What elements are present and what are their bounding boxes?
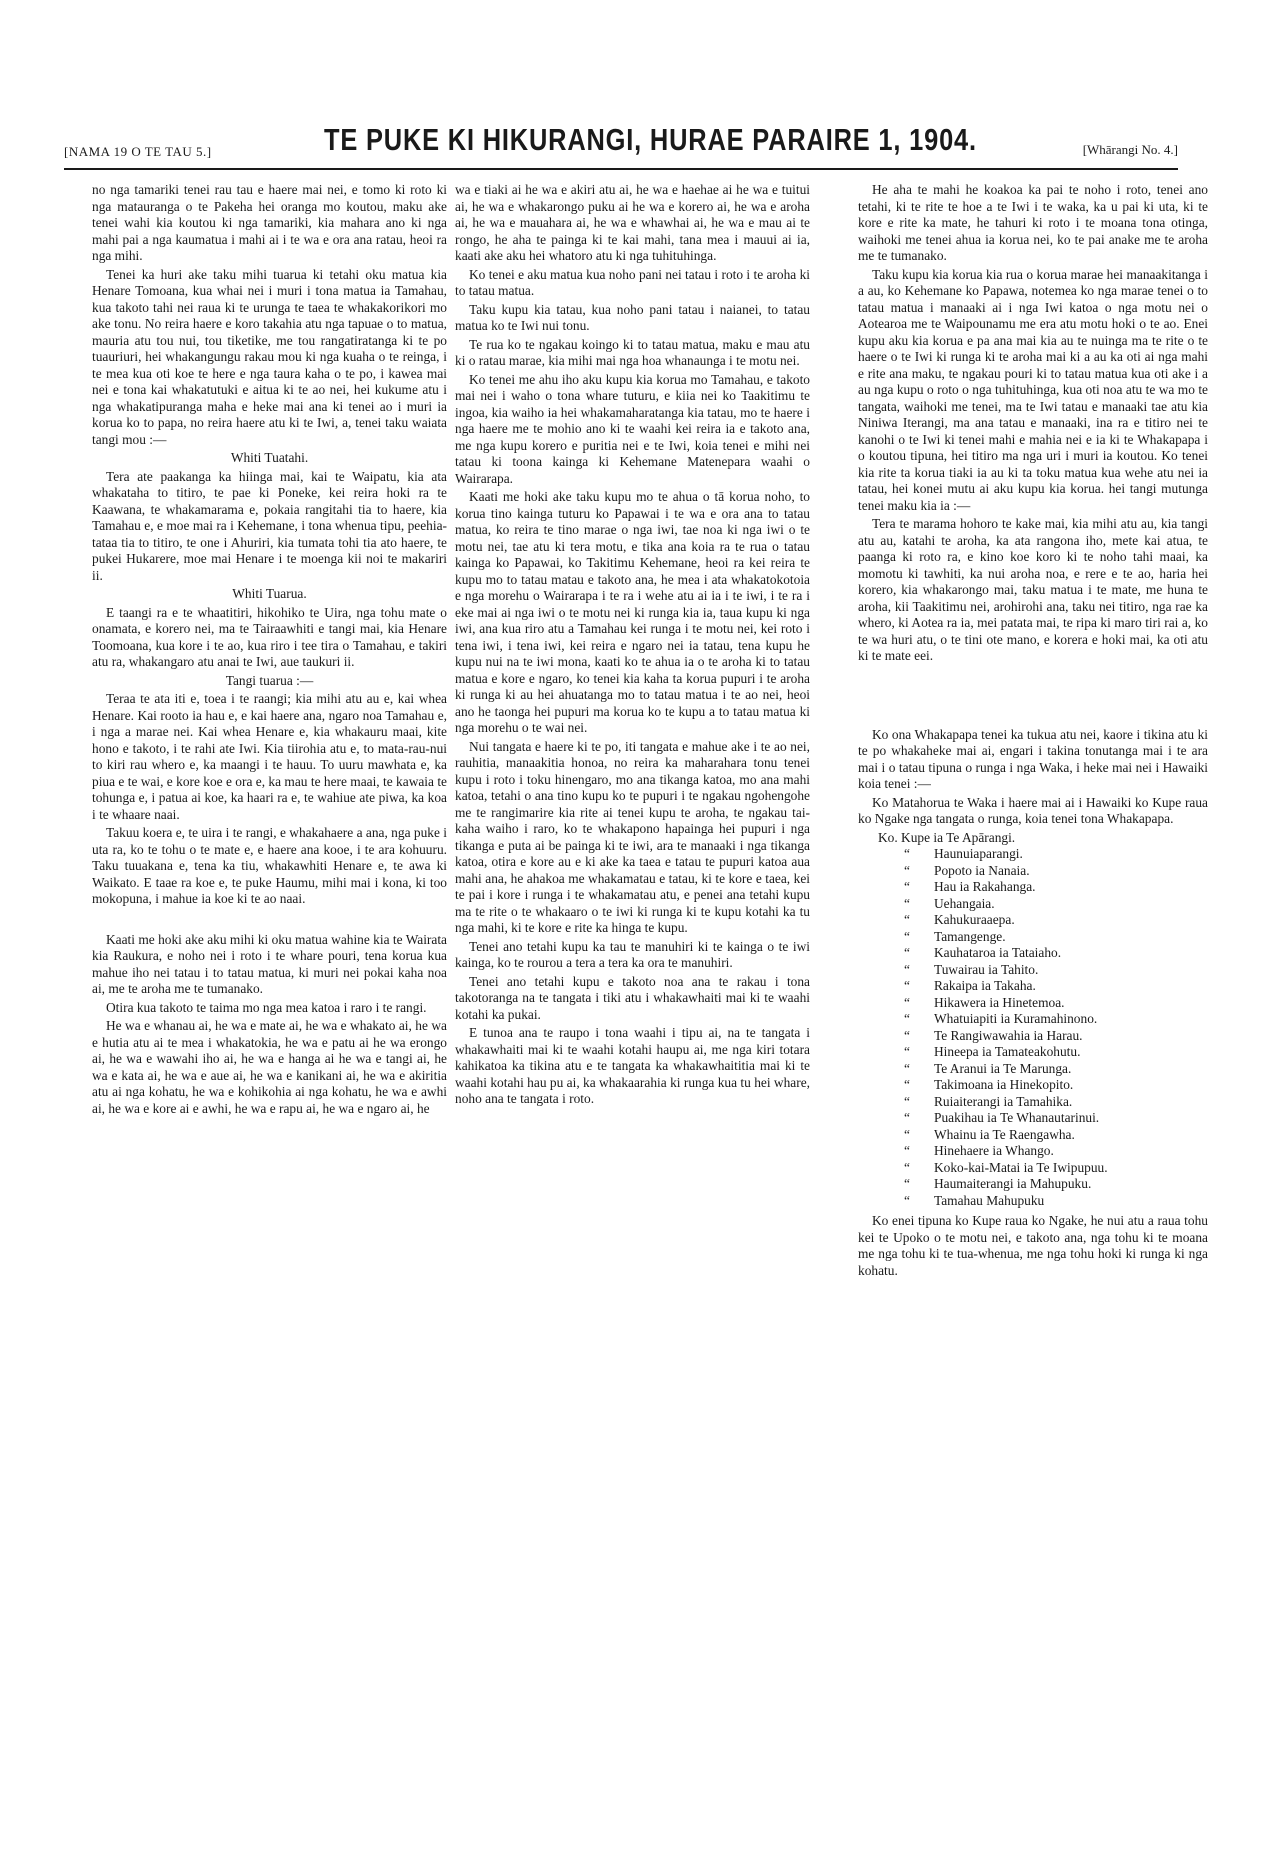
paragraph: Kaati me hoki ake taku kupu mo te ahua o tā korua noho, to korua tino kainga tuturu ko Papawai i te wa e ora ana to tatau matua, ko reira te tino marae o nga iwi, tae noa ki nga iwi o te motu nei, tae atu ki tera motu, e tika ana koia ra te rua o tatau kainga ko Papawai, ko Takitimu Kehemane, heoi ra kei reira te kupu mo to tatau matau e takoto ana, he mea i ata whakatokotoia e nga morehu o Wairarapa i te ra i wehe atu ai ia i te iwi, i te ra i eke mai ai nga iwi o te motu nei ki runga kia ia, taua kupu ki nga iwi, ana kua riro atu a Tamahau kei runga i te motu nei, kei roto i tena iwi, i tena iwi, kei reira e ngaro nei ia tatau, tena kupu he kupu nui na te iwi mona, kaati ko te ahua ia o te aroha ki to tatau matua e kore e ngaro, ko tenei kia kaha ta korua pupuri i te aroha ki runga ki au hei ahuatanga mo to tatau matua i te ao nei, heoi ano he taonga hei pupuri ma korua ko te kupu a to tatau matua ki nga morehu o te wai nei. <box>455 489 810 735</box>
genealogy-entry: “ Tamahau Mahupuku <box>904 1192 1045 1208</box>
paragraph: Kaati me hoki ake aku mihi ki oku matua wahine kia te Wairata kia Raukura, e noho nei i roto i te whare pouri, tena korua kua mahue iho nei tatau i to tatau matua, ki muri nei pokai kaha noa ai, me te aroha me te tumanako. <box>92 931 447 996</box>
paragraph: Teraa te ata iti e, toea i te raangi; kia mihi atu au e, kai whea Henare. Kai rooto ia hau e, e kai haere ana, ngaro noa Tamahau e, i nga a marae nei. Kai whea Henare e, kia whakauru maai, kite hono e takoto, i te rahi ate Iwi. Kia tiirohia atu e, to mata-rau-nui to kiri rau whero e, ka maangi i te hauu. To uuru mawhata e, ka piua e te wai, e kore koe e ora e, ka mau te here maai, te kawaia te tohunga e, i patua ai koe, ka haari ra e, te wahiue ate piwa, ka koa i te whaare naai. <box>92 691 447 822</box>
section-heading: Tangi tuarua :— <box>225 672 314 688</box>
paragraph: Taku kupu kia korua kia rua o korua marae hei manaakitanga i a au, ko Kehemane ko Papawa, notemea ko nga marae tenei o to tatau matua i manaaki ai i nga Iwi katoa o nga motu nei o Aotearoa me te Waipounamu me era atu motu hoki o te ao. Enei kupu aku kia korua e pa ana mai kia au te nuinga ma te rite o te haere o te Iwi ki runga ki te aroha mai ki a au ka oti ai nga mahi e rite ana maku, te ngakau pouri ki to tatau matua kua oti ake i a au nga kupu o roto o nga tuhituhinga, kua oti noa atu te wa mo te tangata, waihoki me tenei, ma te Iwi tatau e manaaki tae atu kia Niniwa Iterangi, ma ana tatau e manaaki, ina ra e titiro nei te kanohi o te Iwi ki tenei mahi e mahia nei e ia ki te Whakapapa i o koutou tipuna, hei titiro ma nga uri i muri ia koutou. Ko tenei kia rite ta korua tiaki ia au ki ta toku matua kua wehe atu nei ia tatau, hei konei mutu ai aku kupu kia korua. hei tangi mutunga tenei maku kia ia :— <box>858 266 1208 513</box>
ditto-mark: “ <box>904 1077 910 1092</box>
paragraph: Tenei ano tetahi kupu e takoto noa ana te rakau i tona takotoranga na te tangata i tiki atu i whakawhaiti mai ki te waahi kotahi ka pukai. <box>455 973 810 1022</box>
ditto-mark: “ <box>904 1093 910 1109</box>
genealogy-entry: “ Hinehaere ia Whango. <box>904 1143 1054 1158</box>
paragraph: Otira kua takoto te taima mo nga mea katoa i raro i te rangi. <box>106 999 427 1015</box>
genealogy-entry: “ Puakihau ia Te Whanautarinui. <box>904 1110 1100 1125</box>
paragraph: wa e tiaki ai he wa e akiri atu ai, he wa e haehae ai he wa e tuitui ai, he wa e whakarongo puku ai he wa e korero ai, he wa e aroha ai, he wa e mauahara ai, he wa e whawhai ai, he wa e mau ai te rongo, he aha te painga ki te kai mahi, tana mea i mauui ai ia, kaati ake aku hei whatoro atu ki nga tuhituhinga. <box>455 182 810 263</box>
genealogy-entry: “ Popoto ia Nanaia. <box>904 862 1030 878</box>
ditto-mark: “ <box>904 846 910 861</box>
page-number: [Whārangi No. 4.] <box>1082 142 1178 157</box>
genealogy-entry: “ Rakaipa ia Takaha. <box>904 978 1036 993</box>
genealogy-entry: “ Kahukuraaepa. <box>904 912 1015 927</box>
genealogy-entry: “ Takimoana ia Hinekopito. <box>904 1077 1074 1092</box>
paragraph: Tenei ano tetahi kupu ka tau te manuhiri ki te kainga o te iwi kainga, ko te rourou a tera a tera ka ora te manuhiri. <box>455 938 810 970</box>
issue-label: [NAMA 19 O TE TAU 5.] <box>64 144 212 159</box>
genealogy-entry: “ Hau ia Rakahanga. <box>904 879 1036 894</box>
paragraph: Ko tenei e aku matua kua noho pani nei tatau i roto i te aroha ki to tatau matua. <box>455 266 810 298</box>
genealogy-entry: “ Koko-kai-Matai ia Te Iwipupuu. <box>904 1159 1108 1175</box>
column-2 <box>455 182 810 1802</box>
newspaper-title: TE PUKE KI HIKURANGI, HURAE PARAIRE 1, 1904. <box>324 122 977 157</box>
ditto-mark: “ <box>904 879 910 894</box>
paragraph: Te rua ko te ngakau koingo ki to tatau matua, maku e mau atu ki o ratau marae, kia mihi mai nga hoa whanaunga i te motu nei. <box>455 336 810 368</box>
paragraph: Takuu koera e, te uira i te rangi, e whakahaere a ana, nga puke i uta ra, ko te tohu o te mate e, e haere ana kooe, i te ara kohuuru. Taku tuuakana e, tena ka tiu, whakawhiti Henare e, te awa ki Waikato. E taae ra koe e, te puke Haumu, mihi mai i kona, ki too mokopuna, i mahue ia koe ki te ao naai. <box>92 825 447 906</box>
ditto-mark: “ <box>904 862 910 878</box>
paragraph: Ko ona Whakapapa tenei ka tukua atu nei, kaore i tikina atu ki te po whakaheke mai ai, engari i takina tonutanga mai i te ara mai i o tatau tipuna o runga i nga Waka, i heke mai nei i Hawaiki koia tenei :— <box>858 726 1208 791</box>
paragraph: E taangi ra e te whaatitiri, hikohiko te Uira, nga tohu mate o onamata, e korero nei, ma te Tairaawhiti e tangi mai, kia Henare Toomoana, kua kore i te ao, kua riro i tee tira o Tamahau, e takiri atu ra, whakangaro atu anai te Iwi, aue taukuri ii. <box>92 604 447 669</box>
genealogy-entry: “ Hikawera ia Hinetemoa. <box>904 994 1065 1010</box>
ditto-mark: “ <box>904 994 910 1010</box>
paragraph: Taku kupu kia tatau, kua noho pani tatau i naianei, to tatau matua ko te Iwi nui tonu. <box>455 301 810 333</box>
ditto-mark: “ <box>904 961 910 977</box>
genealogy-entry: “ Tamangenge. <box>904 928 1006 944</box>
masthead <box>64 122 1178 170</box>
ditto-mark: “ <box>904 1126 910 1142</box>
paragraph: Ko Matahorua te Waka i haere mai ai i Hawaiki ko Kupe raua ko Ngake nga tangata o runga, koia tenei tona Whakapapa. <box>858 794 1208 826</box>
paragraph: E tunoa ana te raupo i tona waahi i tipu ai, na te tangata i whakawhaiti mai ki te waahi kotahi haupu ai, me nga kiri totara kahikatoa ka tikina atu e te tangata ka whakawhaititia mai ki te waahi kotahi hau pu ai, ka whakaarahia ki runga kua tu hei whare, noho ana te tangata i roto. <box>455 1025 810 1106</box>
ditto-mark: “ <box>904 895 910 911</box>
ditto-mark: “ <box>904 1011 910 1026</box>
genealogy-entry: “ Whatuiapiti ia Kuramahinono. <box>904 1011 1098 1026</box>
ditto-mark: “ <box>904 1176 910 1191</box>
ditto-mark: “ <box>904 928 910 944</box>
genealogy-entry: “ Haumaiterangi ia Mahupuku. <box>904 1176 1092 1191</box>
ditto-mark: “ <box>904 1027 910 1043</box>
ditto-mark: “ <box>904 912 910 927</box>
ditto-mark: “ <box>904 945 910 960</box>
paragraph: Tera te marama hohoro te kake mai, kia mihi atu au, kia tangi atu au, katahi te aroha, ka ata rangona iho, mete kai atua, te paanga ki roto ra, e kino koe koro ki te noho tahi maai, ka momotu ki tawhiti, ka nui aroha noa, e rere e te ao, haria hei korero, kia whakarongo mai, taku matua i te mate, me huna te aroha, kii Taakitimu nei, arohirohi ana, taku nei titiro, nga rae ka whero, ki Aotea ra ia, mei patata mai, te ripa ki maro tiri rai a, ko te wa huri atu, o te tini ote mano, e korera e hoki mai, ka oti atu ki te mate eei. <box>858 516 1208 663</box>
genealogy-list <box>858 830 1208 1210</box>
genealogy-entry: “ Te Aranui ia Te Marunga. <box>904 1060 1072 1076</box>
genealogy-entry: “ Kauhataroa ia Tataiaho. <box>904 945 1062 960</box>
genealogy-entry: “ Whainu ia Te Raengawha. <box>904 1126 1075 1142</box>
genealogy-entry: “ Tuwairau ia Tahito. <box>904 961 1039 977</box>
ditto-mark: “ <box>904 1110 910 1125</box>
ditto-mark: “ <box>904 1143 910 1158</box>
ditto-mark: “ <box>904 978 910 993</box>
paragraph: Ko tenei me ahu iho aku kupu kia korua mo Tamahau, e takoto mai nei i waho o tona whare tuturu, e kiia nei ko Taakitimu te ingoa, kia waiho ia hei whakamaharatanga kia tatau, mo te haere i nga haere me te mohio ano ki te waahi kei reira ia e takoto ana, me nga kupu korero e puritia nei e te Iwi, koia tenei e mihi nei tatau ki toona kainga ki Kehemane Matenepara waahi o Wairarapa. <box>455 371 810 486</box>
ditto-mark: “ <box>904 1060 910 1076</box>
genealogy-entry: Ko. Kupe ia Te Apārangi. <box>878 829 1016 845</box>
paragraph: no nga tamariki tenei rau tau e haere mai nei, e tomo ki roto ki nga matauranga o te Pakeha hei oranga mo koutou, maku ake tenei wahi kia koutou ki nga tamariki, kia mahara ano ki nga mahi pai a nga kaumatua i mahi ai i te wa e ora ana ratau, heoi ra nga mihi. <box>92 182 447 263</box>
column-3 <box>858 182 1208 1802</box>
ditto-mark: “ <box>904 1159 910 1175</box>
genealogy-entry: “ Hineepa ia Tamateakohutu. <box>904 1044 1081 1059</box>
paragraph: Tera ate paakanga ka hiinga mai, kai te Waipatu, kia ata whakataha to titiro, te pae ki Poneke, kei reira hoki ra te Kaawana, te whakamarama e, pokaia rangitahi tia to haere, kia Tamahau e, e moe mai ra i Kehemane, i tona whenua tipu, peehia-tataa tia to titiro, te one i Ahuriri, kia tumata tohi tia ato haere, te pukei Hukarere, moe mai Henare i te moenga kii noi te makariri ii. <box>92 468 447 583</box>
section-heading: Whiti Tuarua. <box>232 586 307 601</box>
ditto-mark: “ <box>904 1192 910 1208</box>
section-heading: Whiti Tuatahi. <box>230 450 309 465</box>
paragraph: Ko enei tipuna ko Kupe raua ko Ngake, he nui atu a raua tohu kei te Upoko o te motu nei, e takoto ana, nga tohu ki te moana me nga tohu ki te tua-whenua, me nga tohu hoki ki runga ki nga kohatu. <box>858 1213 1208 1278</box>
paragraph: He wa e whanau ai, he wa e mate ai, he wa e whakato ai, he wa e hutia atu ai te mea i whakatokia, he wa e patu ai he wa erongo ai, he wa e wawahi iho ai, he wa e hanga ai he wa e tangi ai, he wa e kata ai, he wa e aue ai, he wa e kanikani ai, he wa e akiritia atu ai nga kohatu, he wa e kohikohia ai nga kohatu, he wa e awhi ai, he wa e kore ai e awhi, he wa e rapu ai, he wa e ngaro ai, he <box>92 1018 447 1116</box>
genealogy-entry: “ Haunuiaparangi. <box>904 846 1023 861</box>
genealogy-entry: “ Ruiaiterangi ia Tamahika. <box>904 1093 1073 1109</box>
genealogy-entry: “ Uehangaia. <box>904 895 995 911</box>
paragraph: He aha te mahi he koakoa ka pai te noho i roto, tenei ano tetahi, ki te rite te hoe a te Iwi i te waka, ka u pai ki uta, ki te kore e rite ka mate, he tahuri ki roto i te moana tona otinga, waihoki me tenei ahua ia korua nei, ko te pai anake me te aroha me te tumanako. <box>858 182 1208 263</box>
genealogy-entry: “ Te Rangiwawahia ia Harau. <box>904 1027 1083 1043</box>
ditto-mark: “ <box>904 1044 910 1059</box>
column-1 <box>92 182 447 1802</box>
paragraph: Nui tangata e haere ki te po, iti tangata e mahue ake i te ao nei, rauhitia, manaakitia honoa, no reira ka maharahara tonu tenei kupu i roto i toku hinengaro, mo ana tikanga katoa, mo ana mahi katoa, tetahi o ana tino kupu ko te pupuri i te ngakau ngohengohe me te rangimarire kia rite ai tenei kupu te aroha, te ngakau tai-kaha waiho i raro, ko te whakapono hapainga hei pupuri i nga tikanga e puta ai be painga ki te iwi, ara te manaaki i nga tikanga katoa, otira e kore au e ki ake ka taea e tatau te pupuri katoa aua mahi ana, he ahakoa me whakamatau e tatau, ki te kore e taea, kei te pai i kore i runga i te whakamatau atu, e penei ana tetahi kupu ma te rite o te whakaaro o te iwi ki runga ki te kupu kotahi ka tu nga mahi, ki te kore e rite ka hinga te kupu. <box>455 738 810 935</box>
paragraph: Tenei ka huri ake taku mihi tuarua ki tetahi oku matua kia Henare Tomoana, kua whai nei i muri i tona matua ia Tamahau, kua takoto tahi nei raua ki te urunga te taea te whakakorikori mo ake tonu. No reira haere e koro takahia atu nga tapuae o to matua, mauria atu tou nui, tou tiketike, me tou rangatiratanga ki te po tuauriuri, hei whakangungu rakau mou ki nga kuaha o te reinga, i te mea kua oti koe te here e nga taura kaha o te po, i kawea mai nei e tona kai whakatutuki e aitua ki te ao nei, hei kukume atu i nga whakatipuranga maha e heke mai ana ki tenei ao i muri ia korua ko to papa, no reira haere atu ki te Iwi, a, tenei taku waiata tangi mou :— <box>92 266 447 447</box>
